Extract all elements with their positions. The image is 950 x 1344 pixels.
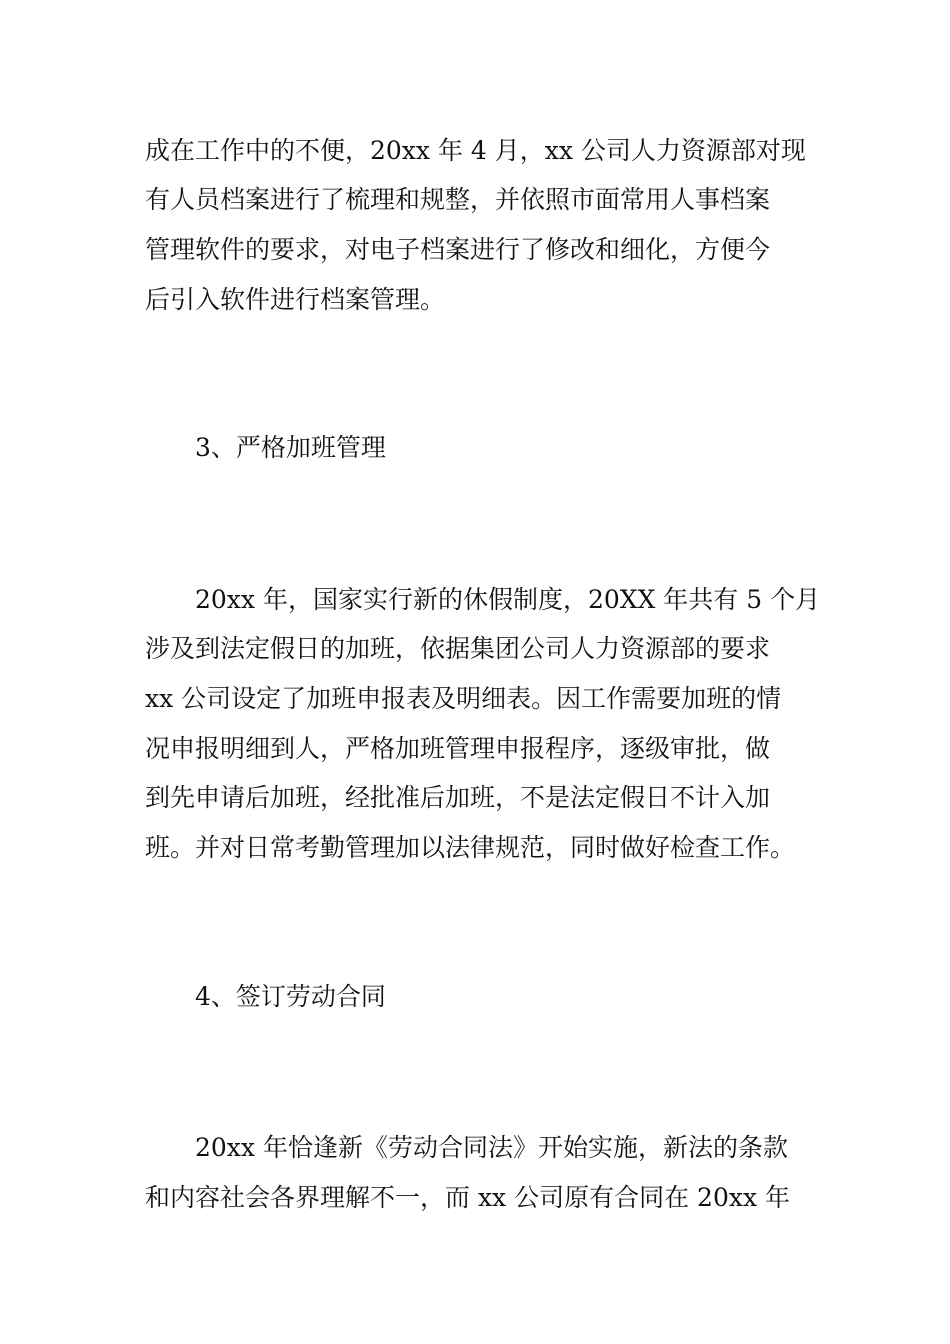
paragraph-line: 管理软件的要求，对电子档案进行了修改和细化，方便今 xyxy=(145,235,771,264)
paragraph-line: 况申报明细到人，严格加班管理申报程序，逐级审批，做 xyxy=(145,734,771,763)
paragraph-line: xx 公司设定了加班申报表及明细表。因工作需要加班的情 xyxy=(145,684,782,713)
section-heading-overtime: 3、严格加班管理 xyxy=(195,433,386,462)
paragraph-line: 成在工作中的不便，20xx 年 4 月，xx 公司人力资源部对现 xyxy=(145,136,806,165)
section-heading-labor-contract: 4、签订劳动合同 xyxy=(195,982,386,1011)
paragraph-line: 班。并对日常考勤管理加以法律规范，同时做好检查工作。 xyxy=(145,833,796,862)
paragraph-line: 有人员档案进行了梳理和规整，并依照市面常用人事档案 xyxy=(145,185,771,214)
paragraph-line: 后引入软件进行档案管理。 xyxy=(145,285,446,314)
paragraph-line: 到先申请后加班，经批准后加班，不是法定假日不计入加 xyxy=(145,783,771,812)
paragraph-line: 涉及到法定假日的加班，依据集团公司人力资源部的要求 xyxy=(145,634,771,663)
paragraph-line: 和内容社会各界理解不一，而 xx 公司原有合同在 20xx 年 xyxy=(145,1183,790,1212)
paragraph-line: 20xx 年，国家实行新的休假制度，20XX 年共有 5 个月 xyxy=(195,585,821,614)
paragraph-line: 20xx 年恰逢新《劳动合同法》开始实施，新法的条款 xyxy=(195,1133,788,1162)
